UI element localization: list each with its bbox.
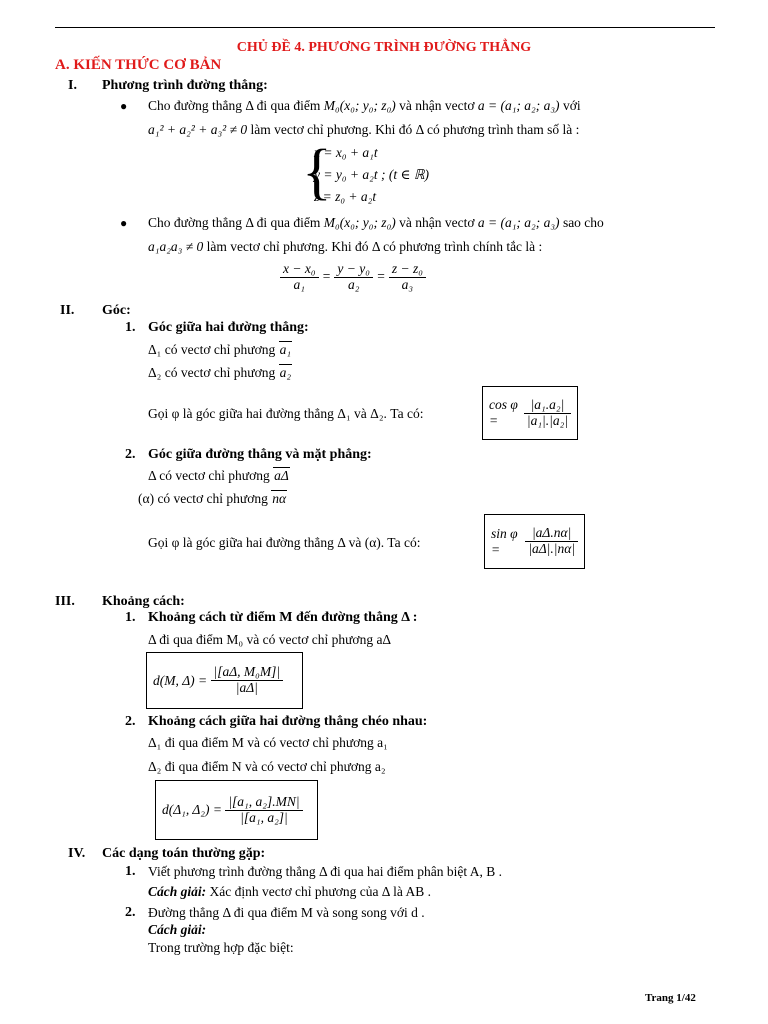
delta-through-m0: Δ đi qua điểm M₀ và có vectơ chỉ phương aΔ: [148, 632, 392, 647]
left-brace-icon: {: [302, 138, 332, 206]
page-number: Trang 1/42: [645, 992, 696, 1004]
angle-lines-title: Góc giữa hai đường thẳng:: [148, 320, 309, 335]
delta1-direction: Δ₁ có vectơ chỉ phương a₁: [148, 342, 292, 357]
delta-direction: Δ có vectơ chỉ phương aΔ: [148, 468, 289, 483]
distance-skew-lines-box: d(Δ₁, Δ₂) = $\frac{\text{|[a₁, a₂].MN|}}{\text{|[a₁, a₂]|}}$: [155, 780, 318, 840]
distance-point-line-box: d(M, Δ) = $\frac{\text{|[aΔ, M₀M]|}}{|a\Delta|}$: [146, 652, 303, 709]
param-eq-y: y = y₀ + a₂t ; (t ∈ ℝ): [314, 167, 430, 182]
section-iii-title: Khoảng cách:: [102, 594, 185, 609]
item-number: 2.: [125, 714, 136, 729]
item-number: 2.: [125, 905, 136, 920]
roman-numeral-iii: III.: [55, 594, 75, 609]
param-eq-x: x = x₀ + a₁t: [314, 145, 378, 160]
parametric-system: [302, 138, 452, 207]
section-a-heading: A. KIẾN THỨC CƠ BẢN: [55, 57, 222, 73]
canonical-equation: $\frac{\text{x − x₀}}{\text{a₁}}$ = $\frac{\text{y − y₀}}{\text{a₂}}$ = $\frac{\text{z − z₀}}{\text{a₃}}$: [280, 262, 426, 293]
task-2-method-label: Cách giải:: [148, 922, 207, 937]
distance-skew-lines-title: Khoảng cách giữa hai đường thẳng chéo nhau:: [148, 714, 428, 729]
distance-point-line-title: Khoảng cách từ điểm M đến đường thẳng Δ :: [148, 610, 418, 625]
item-number: 2.: [125, 447, 136, 462]
roman-numeral-ii: II.: [60, 303, 75, 318]
delta2-through-n: Δ₂ đi qua điểm N và có vectơ chỉ phương a₂: [148, 759, 386, 774]
roman-numeral-iv: IV.: [68, 846, 86, 861]
item-number: 1.: [125, 610, 136, 625]
param-eq-z: z = z₀ + a₂t: [314, 189, 377, 204]
top-rule: [55, 27, 715, 28]
bullet-1-line-1: Cho đường thẳng Δ đi qua điểm M₀(x₀; y₀; z₀) và nhận vectơ a = (a₁; a₂; a₃) với: [148, 98, 581, 113]
plane-normal: (α) có vectơ chỉ phương nα: [138, 491, 287, 506]
bullet-icon: ●: [120, 216, 128, 230]
document-title: CHỦ ĐỀ 4. PHƯƠNG TRÌNH ĐƯỜNG THẲNG: [236, 40, 532, 55]
bullet-2-line-2: a₁a₂a₃ ≠ 0 làm vectơ chỉ phương. Khi đó Δ có phương trình chính tắc là :: [148, 239, 543, 254]
cos-formula-box: cos φ = $\frac{\text{|a₁.a₂|}}{\text{|a₁|.|a₂|}}$: [482, 386, 578, 440]
task-2-text: Đường thẳng Δ đi qua điểm M và song song với d .: [148, 905, 425, 920]
item-number: 1.: [125, 864, 136, 879]
item-number: 1.: [125, 320, 136, 335]
roman-numeral-i: I.: [68, 78, 77, 93]
sin-formula-box: sin φ = $\frac{|a\Delta.n\alpha|}{|a\Delta|.|n\alpha|}$: [484, 514, 585, 569]
delta1-through-m: Δ₁ đi qua điểm M và có vectơ chỉ phương a₁: [148, 735, 388, 750]
bullet-2-line-1: Cho đường thẳng Δ đi qua điểm M₀(x₀; y₀; z₀) và nhận vectơ a = (a₁; a₂; a₃) sao cho: [148, 215, 604, 230]
section-ii-title: Góc:: [102, 303, 131, 318]
bullet-icon: ●: [120, 99, 128, 113]
task-1-text: Viết phương trình đường thẳng Δ đi qua hai điểm phân biệt A, B .: [148, 864, 502, 879]
section-i-title: Phương trình đường thẳng:: [102, 78, 268, 93]
section-iv-title: Các dạng toán thường gặp:: [102, 846, 266, 861]
delta2-direction: Δ₂ có vectơ chỉ phương a₂: [148, 365, 292, 380]
bullet-1-line-2: a₁² + a₂² + a₃² ≠ 0 làm vectơ chỉ phương. Khi đó Δ có phương trình tham số là :: [148, 122, 580, 137]
special-case-text: Trong trường hợp đặc biệt:: [148, 940, 294, 955]
task-1-method: Cách giải: Xác định vectơ chỉ phương của Δ là AB .: [148, 884, 431, 899]
angle-line-plane-statement: Gọi φ là góc giữa hai đường thẳng Δ và (α). Ta có:: [148, 535, 421, 550]
angle-line-plane-title: Góc giữa đường thẳng và mặt phẳng:: [148, 447, 372, 462]
angle-lines-statement: Gọi φ là góc giữa hai đường thẳng Δ₁ và Δ₂. Ta có:: [148, 406, 424, 421]
